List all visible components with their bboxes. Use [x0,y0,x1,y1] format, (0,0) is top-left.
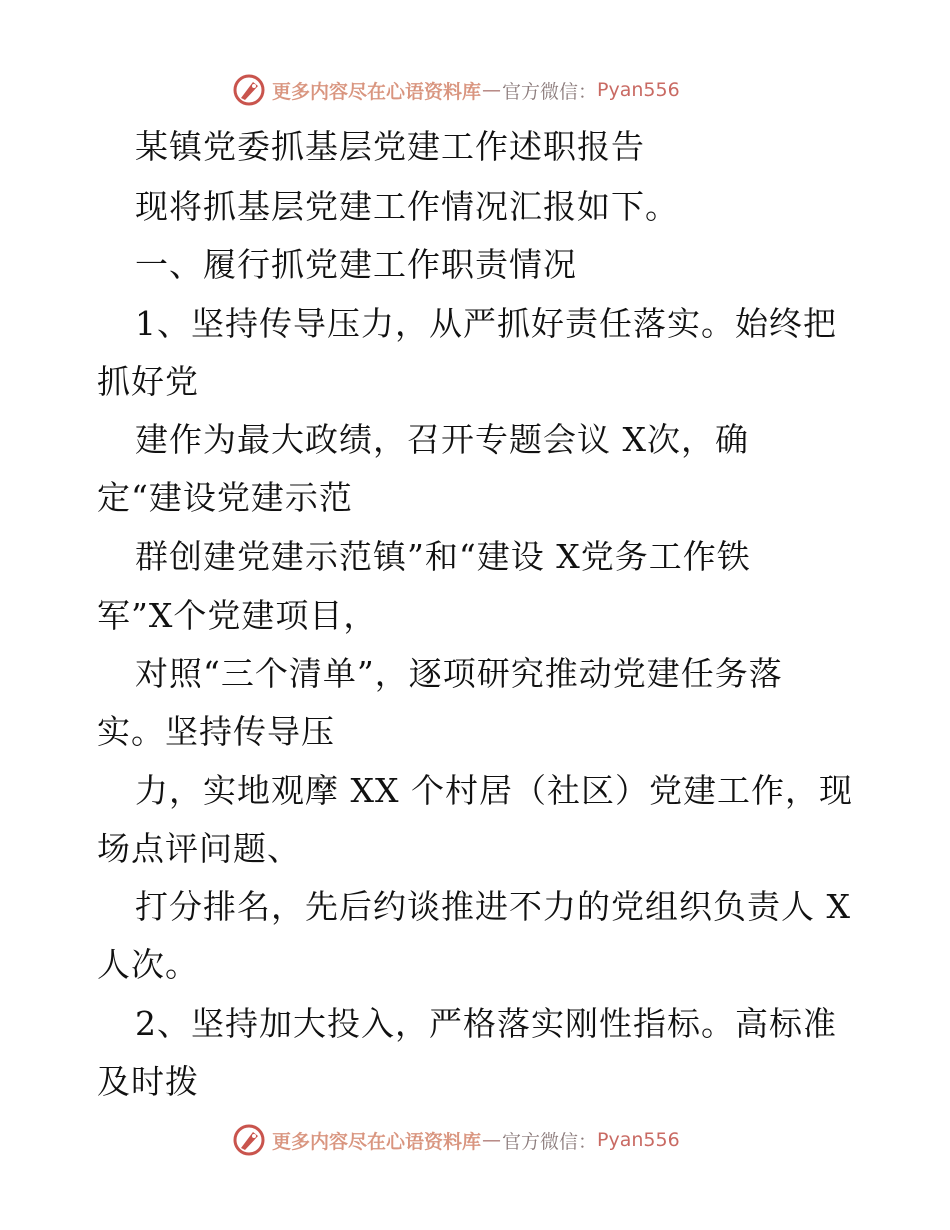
paragraph-line: 及时拨 [97,1062,199,1101]
paragraph-line: 群创建党建示范镇”和“建设 X党务工作铁 [135,537,751,576]
paragraph-line: 对照“三个清单”，逐项研究推动党建任务落 [135,654,783,693]
intro-paragraph: 现将抓基层党建工作情况汇报如下。 [135,187,679,226]
paragraph-line: 抓好党 [97,362,199,401]
paragraph-line: 场点评问题、 [97,829,301,868]
watermark-promo-text: 更多内容尽在心语资料库 [272,80,482,103]
paragraph-line: 2、坚持加大投入，严格落实刚性指标。高标准 [135,1004,837,1043]
watermark-promo-text: 更多内容尽在心语资料库 [272,1130,482,1153]
watermark-wechat-id: Pyan556 [597,1129,680,1151]
section-heading: 一、履行抓党建工作职责情况 [135,245,577,284]
paragraph-line: 力，实地观摩 XX 个村居（社区）党建工作，现 [135,771,853,810]
pen-nib-circle-logo-icon [232,1123,266,1157]
document-title: 某镇党委抓基层党建工作述职报告 [135,127,645,166]
paragraph-line: 人次。 [97,945,199,984]
paragraph-line: 打分排名，先后约谈推进不力的党组织负责人 X [135,887,851,926]
watermark-wechat-label: 官方微信： [502,80,598,103]
header-watermark [232,72,752,108]
watermark-wechat-label: 官方微信： [502,1130,598,1153]
paragraph-line: 建作为最大政绩，召开专题会议 X次，确 [135,420,749,459]
paragraph-line: 定“建设党建示范 [97,478,353,517]
paragraph-line: 实。坚持传导压 [97,712,335,751]
watermark-separator: — [482,79,502,101]
watermark-wechat-id: Pyan556 [597,79,680,101]
paragraph-line: 1、坚持传导压力，从严抓好责任落实。始终把 [135,304,837,343]
pen-nib-circle-logo-icon [232,73,266,107]
footer-watermark [232,1122,752,1158]
paragraph-line: 军”X个党建项目， [97,596,378,635]
watermark-separator: — [482,1129,502,1151]
